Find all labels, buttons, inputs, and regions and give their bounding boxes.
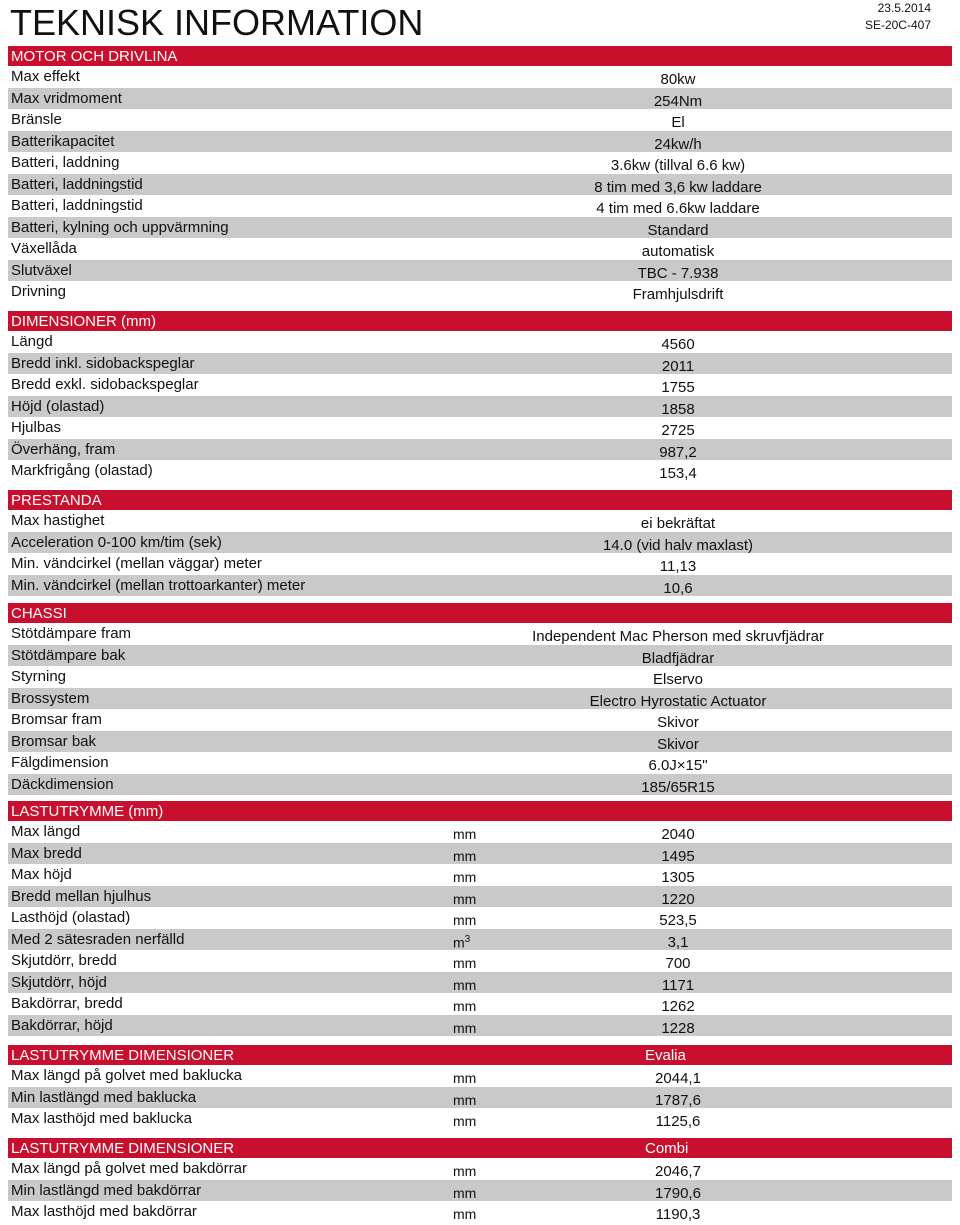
spec-unit bbox=[453, 912, 476, 928]
spec-value: 1755 bbox=[661, 379, 695, 396]
spec-row bbox=[8, 1015, 952, 1037]
document-date: 23.5.2014 bbox=[877, 1, 931, 15]
page-title: TEKNISK INFORMATION bbox=[10, 2, 424, 43]
spec-row bbox=[8, 993, 952, 1015]
spec-row bbox=[8, 66, 952, 88]
spec-row bbox=[8, 553, 952, 575]
spec-label: Max bredd bbox=[11, 844, 82, 862]
spec-value: 1171 bbox=[661, 976, 695, 994]
spec-label: Bredd exkl. sidobackspeglar bbox=[11, 376, 199, 393]
spec-unit-text: mm bbox=[453, 1184, 477, 1201]
spec-label: Markfrigång (olastad) bbox=[11, 462, 153, 479]
spec-row bbox=[8, 1087, 952, 1109]
spec-value: automatisk bbox=[641, 243, 715, 260]
spec-value: Bladfjädrar bbox=[641, 649, 715, 667]
spec-label: Batteri, kylning och uppvärmning bbox=[11, 218, 229, 236]
spec-unit-text: mm bbox=[453, 912, 477, 928]
spec-unit bbox=[453, 891, 476, 907]
spec-label: Skjutdörr, bredd bbox=[11, 952, 117, 969]
spec-value: 1220 bbox=[661, 890, 695, 908]
spec-value: 1190,3 bbox=[655, 1206, 701, 1223]
spec-unit-exponent: 3 bbox=[464, 933, 471, 945]
section-heading bbox=[8, 1045, 952, 1065]
spec-label: Stötdämpare fram bbox=[11, 625, 132, 642]
section-heading-label: CHASSI bbox=[11, 605, 67, 622]
spec-row bbox=[8, 950, 952, 972]
spec-value: Elservo bbox=[652, 671, 704, 688]
spec-value: 254Nm bbox=[653, 92, 703, 110]
spec-label: Max längd bbox=[11, 823, 81, 840]
spec-value: 8 tim med 3,6 kw laddare bbox=[594, 178, 762, 196]
spec-row bbox=[8, 752, 952, 774]
spec-row bbox=[8, 709, 952, 731]
spec-value: 3,1 bbox=[667, 933, 689, 951]
spec-row bbox=[8, 260, 952, 282]
spec-row bbox=[8, 460, 952, 482]
spec-row bbox=[8, 821, 952, 843]
spec-label: Slutväxel bbox=[11, 261, 72, 279]
spec-row bbox=[8, 331, 952, 353]
section bbox=[8, 311, 952, 482]
section bbox=[8, 801, 952, 1036]
spec-row bbox=[8, 864, 952, 886]
spec-label: Överhäng, fram bbox=[11, 440, 116, 458]
section bbox=[8, 1138, 952, 1223]
spec-row bbox=[8, 645, 952, 667]
spec-value: ei bekräftat bbox=[640, 515, 716, 532]
spec-label: Batterikapacitet bbox=[11, 132, 115, 150]
spec-label: Drivning bbox=[11, 283, 67, 300]
spec-value: 1125,6 bbox=[655, 1113, 701, 1131]
section bbox=[8, 1045, 952, 1130]
spec-unit-text: mm bbox=[453, 1163, 477, 1179]
spec-value: 2044,1 bbox=[655, 1070, 701, 1087]
spec-unit-text: mm bbox=[453, 1091, 477, 1108]
spec-unit-text: mm bbox=[453, 1019, 477, 1036]
spec-value: 24kw/h bbox=[654, 135, 702, 153]
spec-unit bbox=[453, 1070, 476, 1086]
spec-value: 2040 bbox=[661, 826, 695, 843]
spec-value: 2046,7 bbox=[655, 1163, 701, 1180]
section-heading-label: MOTOR OCH DRIVLINA bbox=[11, 48, 178, 65]
spec-value: 11,13 bbox=[659, 558, 697, 575]
spec-value: 3.6kw (tillval 6.6 kw) bbox=[610, 157, 746, 174]
section-heading-label: LASTUTRYMME DIMENSIONER bbox=[11, 1140, 235, 1157]
spec-label: Hjulbas bbox=[11, 419, 62, 436]
spec-row bbox=[8, 238, 952, 260]
spec-row bbox=[8, 374, 952, 396]
spec-label: Min. vändcirkel (mellan trottoarkanter) meter bbox=[11, 576, 306, 594]
spec-row bbox=[8, 152, 952, 174]
spec-label: Växellåda bbox=[11, 240, 77, 257]
spec-label: Acceleration 0-100 km/tim (sek) bbox=[11, 533, 222, 551]
spec-unit-text: mm bbox=[453, 847, 477, 864]
spec-label: Batteri, laddningstid bbox=[11, 197, 143, 214]
spec-unit bbox=[453, 848, 476, 864]
section bbox=[8, 603, 952, 795]
spec-unit-text: mm bbox=[453, 826, 477, 842]
spec-label: Min. vändcirkel (mellan väggar) meter bbox=[11, 555, 262, 572]
spec-row bbox=[8, 439, 952, 461]
spec-unit-text: m bbox=[453, 934, 465, 951]
spec-unit-text: mm bbox=[453, 998, 477, 1014]
spec-value: 1228 bbox=[661, 1019, 695, 1037]
spec-label: Min lastlängd med baklucka bbox=[11, 1088, 197, 1106]
spec-value: 14.0 (vid halv maxlast) bbox=[602, 536, 754, 554]
section-heading-label: PRESTANDA bbox=[11, 492, 102, 509]
spec-value: 987,2 bbox=[659, 443, 697, 461]
spec-label: Längd bbox=[11, 333, 53, 350]
spec-label: Bromsar fram bbox=[11, 711, 102, 728]
spec-unit bbox=[453, 1163, 476, 1179]
spec-value: Framhjulsdrift bbox=[632, 286, 724, 303]
spec-row bbox=[8, 843, 952, 865]
spec-row bbox=[8, 886, 952, 908]
spec-unit-text: mm bbox=[453, 1206, 477, 1222]
spec-label: Bredd mellan hjulhus bbox=[11, 887, 152, 905]
spec-value: 6.0J×15" bbox=[648, 757, 708, 774]
spec-row bbox=[8, 396, 952, 418]
spec-value: 2725 bbox=[661, 422, 695, 439]
spec-label: Max effekt bbox=[11, 68, 80, 85]
spec-row bbox=[8, 532, 952, 554]
spec-value: 153,4 bbox=[659, 465, 697, 482]
spec-label: Styrning bbox=[11, 668, 67, 685]
spec-label: Fälgdimension bbox=[11, 754, 109, 771]
spec-row bbox=[8, 217, 952, 239]
section-heading bbox=[8, 46, 952, 66]
spec-label: Bränsle bbox=[11, 111, 62, 128]
spec-unit bbox=[453, 1113, 476, 1129]
spec-label: Batteri, laddning bbox=[11, 154, 120, 171]
section-heading bbox=[8, 1138, 952, 1158]
page-header bbox=[0, 0, 960, 44]
section-heading bbox=[8, 603, 952, 623]
spec-value: 80kw bbox=[660, 71, 696, 88]
spec-label: Max längd på golvet med bakdörrar bbox=[11, 1160, 247, 1177]
spec-value: 1787,6 bbox=[655, 1091, 701, 1109]
spec-row bbox=[8, 353, 952, 375]
spec-unit bbox=[453, 869, 476, 885]
spec-label: Min lastlängd med bakdörrar bbox=[11, 1181, 202, 1199]
spec-label: Stötdämpare bak bbox=[11, 646, 126, 664]
spec-value: 700 bbox=[665, 955, 691, 972]
spec-value: Independent Mac Pherson med skruvfjädrar bbox=[532, 628, 824, 645]
spec-row bbox=[8, 1108, 952, 1130]
spec-value: 2011 bbox=[661, 357, 695, 375]
spec-label: Brossystem bbox=[11, 689, 90, 707]
spec-label: Däckdimension bbox=[11, 775, 114, 793]
spec-row bbox=[8, 195, 952, 217]
spec-label: Höjd (olastad) bbox=[11, 397, 105, 415]
spec-label: Bromsar bak bbox=[11, 732, 97, 750]
spec-value: 1495 bbox=[661, 847, 695, 865]
spec-row bbox=[8, 575, 952, 597]
spec-row bbox=[8, 688, 952, 710]
section-heading-variant: Evalia bbox=[645, 1047, 686, 1064]
spec-value: 1790,6 bbox=[655, 1184, 701, 1202]
spec-label: Max längd på golvet med baklucka bbox=[11, 1067, 242, 1084]
spec-value: Electro Hyrostatic Actuator bbox=[589, 692, 767, 710]
spec-unit bbox=[453, 1092, 476, 1108]
section-heading bbox=[8, 311, 952, 331]
spec-unit bbox=[453, 1020, 476, 1036]
spec-label: Max lasthöjd med bakdörrar bbox=[11, 1203, 197, 1220]
spec-row bbox=[8, 907, 952, 929]
spec-value: Standard bbox=[647, 221, 709, 239]
section-heading-variant: Combi bbox=[645, 1140, 689, 1157]
section bbox=[8, 46, 952, 303]
spec-unit-text: mm bbox=[453, 955, 477, 971]
spec-unit bbox=[453, 955, 476, 971]
spec-unit bbox=[453, 1185, 476, 1201]
spec-unit-text: mm bbox=[453, 890, 477, 907]
section-heading-label: LASTUTRYMME (mm) bbox=[11, 803, 164, 820]
spec-label: Max höjd bbox=[11, 866, 72, 883]
spec-value: 1262 bbox=[661, 998, 695, 1015]
spec-row bbox=[8, 131, 952, 153]
spec-row bbox=[8, 109, 952, 131]
spec-label: Med 2 sätesraden nerfälld bbox=[11, 930, 185, 948]
spec-value: Skivor bbox=[657, 714, 699, 731]
spec-unit bbox=[453, 998, 476, 1014]
spec-label: Bakdörrar, bredd bbox=[11, 995, 123, 1012]
section-heading-label: DIMENSIONER (mm) bbox=[11, 313, 156, 330]
spec-unit-text: mm bbox=[453, 1113, 477, 1130]
spec-unit bbox=[453, 977, 476, 993]
spec-row bbox=[8, 1158, 952, 1180]
spec-unit-text: mm bbox=[453, 1070, 477, 1086]
spec-value: 1858 bbox=[661, 400, 695, 418]
spec-row bbox=[8, 1065, 952, 1087]
spec-row bbox=[8, 417, 952, 439]
spec-unit-text: mm bbox=[453, 976, 477, 993]
spec-row bbox=[8, 731, 952, 753]
spec-label: Bredd inkl. sidobackspeglar bbox=[11, 354, 195, 372]
spec-row bbox=[8, 1180, 952, 1202]
spec-label: Bakdörrar, höjd bbox=[11, 1016, 113, 1034]
spec-label: Lasthöjd (olastad) bbox=[11, 909, 131, 926]
spec-row bbox=[8, 281, 952, 303]
spec-unit-text: mm bbox=[453, 869, 477, 885]
spec-label: Skjutdörr, höjd bbox=[11, 973, 107, 991]
spec-label: Max lasthöjd med baklucka bbox=[11, 1110, 192, 1128]
spec-row bbox=[8, 929, 952, 951]
section-heading-label: LASTUTRYMME DIMENSIONER bbox=[11, 1047, 235, 1064]
spec-row bbox=[8, 774, 952, 796]
spec-label: Max hastighet bbox=[11, 512, 105, 529]
spec-row bbox=[8, 666, 952, 688]
spec-value: El bbox=[671, 114, 685, 131]
spec-unit bbox=[453, 826, 476, 842]
spec-label: Batteri, laddningstid bbox=[11, 175, 143, 193]
section-heading bbox=[8, 490, 952, 510]
spec-value: 523,5 bbox=[659, 912, 697, 929]
spec-unit bbox=[453, 1206, 476, 1222]
section-heading bbox=[8, 801, 952, 821]
spec-row bbox=[8, 510, 952, 532]
spec-value: TBC - 7.938 bbox=[637, 264, 719, 282]
spec-row bbox=[8, 1201, 952, 1223]
spec-row bbox=[8, 623, 952, 645]
spec-row bbox=[8, 174, 952, 196]
spec-value: Skivor bbox=[657, 735, 699, 753]
spec-value: 185/65R15 bbox=[641, 778, 715, 796]
spec-value: 4 tim med 6.6kw laddare bbox=[596, 200, 760, 217]
spec-label: Max vridmoment bbox=[11, 89, 122, 107]
spec-unit bbox=[453, 934, 470, 951]
spec-row bbox=[8, 972, 952, 994]
spec-value: 4560 bbox=[661, 336, 695, 353]
spec-value: 1305 bbox=[661, 869, 695, 886]
section bbox=[8, 490, 952, 596]
document-code: SE-20C-407 bbox=[864, 18, 931, 32]
spec-row bbox=[8, 88, 952, 110]
document-meta bbox=[865, 0, 931, 34]
spec-value: 10,6 bbox=[663, 579, 693, 597]
